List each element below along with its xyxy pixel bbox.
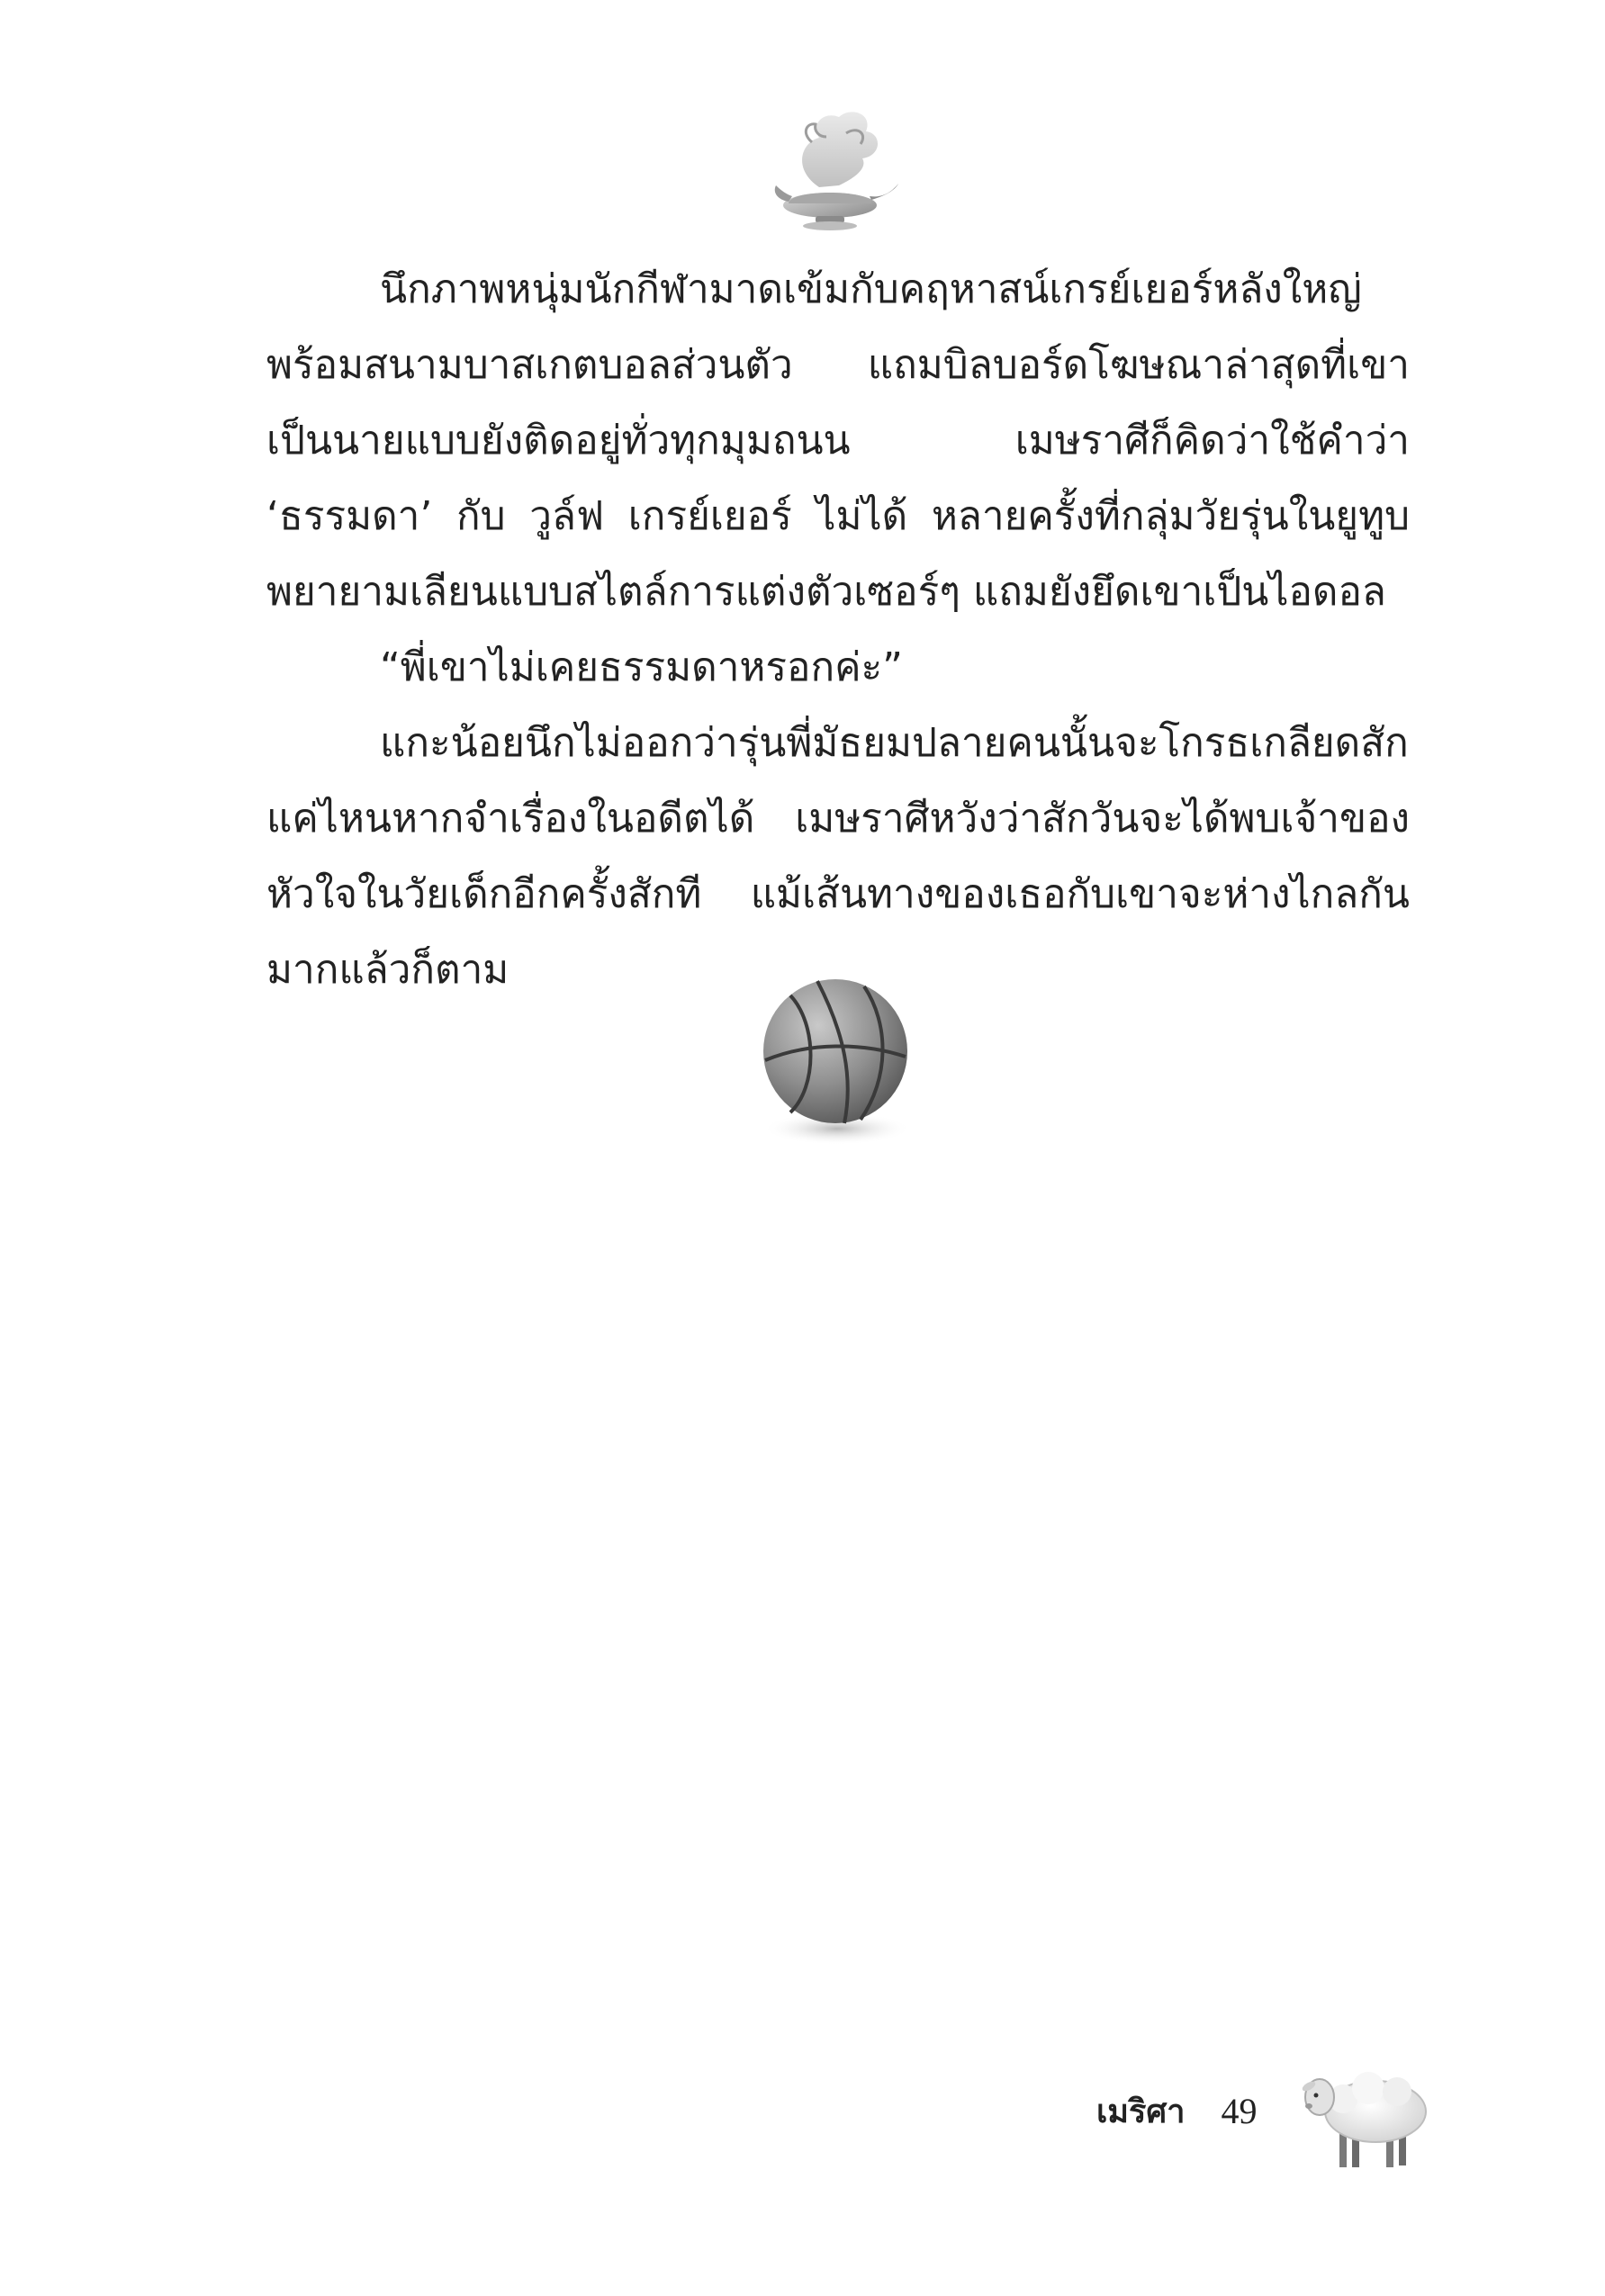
page-number: 49 [1221,2090,1258,2131]
sheep-icon [1296,2043,1431,2178]
page-footer [1096,2070,1257,2151]
basketball-icon [754,970,916,1150]
body-text [266,252,1410,1008]
genie-lamp-icon [756,106,900,232]
book-title: เมริศา [1096,2093,1186,2130]
paragraph: นึกภาพหนุ่มนักกีฬามาดเข้มกับคฤหาสน์เกรย์เยอร์หลังใหญ่พร้อมสนามบาสเกตบอลส่วนตัว แถมบิลบอร์ดโฆษณาล่าสุดที่เขาเป็นนายแบบยังติดอยู่ทั่วทุกมุมถนน เมษราศีก็คิดว่าใช้คำว่า ‘ธรรมดา’ กับ วูล์ฟ เกรย์เยอร์ ไม่ได้ หลายครั้งที่กลุ่มวัยรุ่นในยูทูบพยายามเลียนแบบสไตล์การแต่งตัวเซอร์ๆ แถมยังยึดเขาเป็นไอดอล [266,266,1410,615]
paragraph-quote: “พี่เขาไม่เคยธรรมดาหรอกค่ะ” [380,644,903,690]
paragraph: แกะน้อยนึกไม่ออกว่ารุ่นพี่มัธยมปลายคนนั้นจะโกรธเกลียดสักแค่ไหนหากจำเรื่องในอดีตได้ เมษราศีหวังว่าสักวันจะได้พบเจ้าของหัวใจในวัยเด็กอีกครั้งสักที แม้เส้นทางของเธอกับเขาจะห่างไกลกันมากแล้วก็ตาม [266,720,1410,993]
